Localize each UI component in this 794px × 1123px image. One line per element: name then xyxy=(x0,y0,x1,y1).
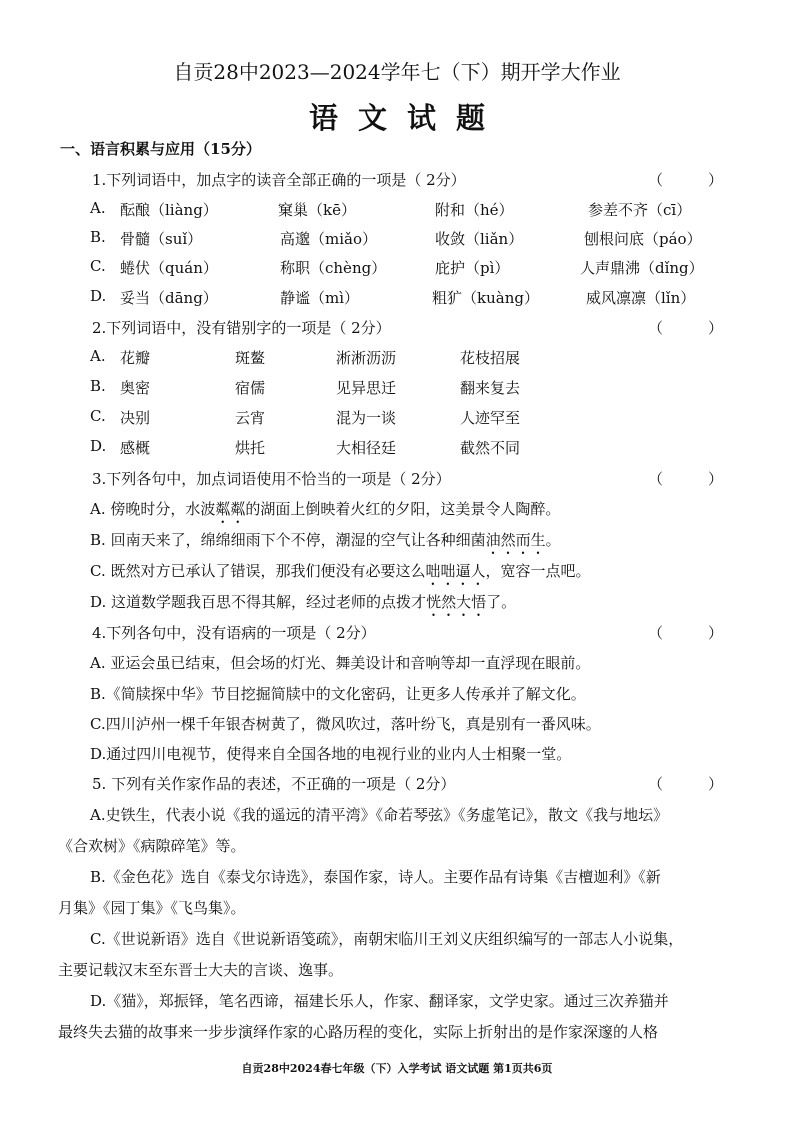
option-sentence xyxy=(90,529,561,558)
option-letter: C. xyxy=(90,407,106,425)
option-item: 骨髓（suǐ） xyxy=(120,230,203,248)
option-item: 奥密 xyxy=(120,379,151,397)
option-paragraph xyxy=(58,986,734,1048)
option-letter: D. xyxy=(90,437,107,455)
option-letter: C. xyxy=(90,562,106,580)
option-letter: D. xyxy=(90,287,107,305)
option-item: 人迹罕至 xyxy=(460,409,521,427)
option-item: 称职（chèng） xyxy=(280,259,387,277)
option-item: 云宵 xyxy=(235,409,266,427)
option-item: 收敛（liǎn） xyxy=(435,230,524,248)
option-item: 混为一谈 xyxy=(336,409,397,427)
answer-blank: （ ） xyxy=(648,775,724,793)
subject-title: 语文试题 xyxy=(308,101,505,135)
option-item: 妥当（dāng） xyxy=(120,289,218,307)
option-item: 感概 xyxy=(120,439,151,457)
question-stem: 4.下列各句中，没有语病的一项是（ 2分） xyxy=(92,624,376,642)
option-letter: C. xyxy=(90,257,106,275)
option-letter: A. xyxy=(90,347,106,365)
option-item: 庇护（pì） xyxy=(435,259,510,277)
option-item: 窠巢（kē） xyxy=(278,201,356,219)
paragraph-line: 主要记载汉末至东晋士大夫的言谈、逸事。 xyxy=(58,961,344,979)
option-paragraph xyxy=(58,862,734,924)
option-item: 静谧（mì） xyxy=(280,289,360,307)
option-item: 参差不齐（cī） xyxy=(588,201,692,219)
option-item: 翻来复去 xyxy=(460,379,521,397)
sentence-text: 的湖面上倒映着火红的夕阳，这美景令人陶醉。 xyxy=(245,500,561,518)
paragraph-line: C.《世说新语》选自《世说新语笺疏》，南朝宋临川王刘义庆组织编写的一部志人小说集， xyxy=(90,930,684,948)
dotted-word: 咄咄逼人 xyxy=(425,562,486,580)
option-item: 斑鳌 xyxy=(235,349,266,367)
option-item: 截然不同 xyxy=(460,439,521,457)
answer-blank: （ ） xyxy=(648,470,724,488)
paragraph-line: B.《金色花》选自《泰戈尔诗选》，泰国作家，诗人。主要作品有诗集《吉檀迦利》《新 xyxy=(90,868,661,886)
option-letter: B. xyxy=(90,228,106,246)
option-item: 粗犷（kuàng） xyxy=(432,289,539,307)
option-letter: A. xyxy=(90,500,106,518)
sentence-text: 既然对方已承认了错误，那我们便没有必要这么 xyxy=(110,562,426,580)
option-sentence: C.四川泸州一棵千年银杏树黄了，微风吹过，落叶纷飞，真是别有一番风味。 xyxy=(90,715,601,733)
paragraph-line: D.《猫》，郑振铎，笔名西谛，福建长乐人，作家、翻译家，文学史家。通过三次养猫并 xyxy=(90,992,669,1010)
option-paragraph xyxy=(58,800,734,862)
sentence-text: ，宽容一点吧。 xyxy=(485,562,591,580)
answer-blank: （ ） xyxy=(648,171,724,189)
sentence-text: 这道数学题我百思不得其解，经过老师的点拨才 xyxy=(111,593,427,611)
option-sentence xyxy=(90,591,516,620)
option-item: 酝酿（liàng） xyxy=(120,201,218,219)
sentence-text: 。 xyxy=(545,531,561,549)
sentence-text: 傍晚时分，水波 xyxy=(110,500,216,518)
question-stem: 5. 下列有关作家作品的表述，不正确的一项是（ 2分） xyxy=(92,775,456,793)
option-item: 附和（hé） xyxy=(435,201,514,219)
option-sentence xyxy=(90,560,591,589)
option-item: 人声鼎沸（dǐng） xyxy=(580,259,704,277)
option-paragraph xyxy=(58,924,734,986)
option-letter: B. xyxy=(90,377,106,395)
option-item: 烘托 xyxy=(235,439,266,457)
option-item: 决别 xyxy=(120,409,151,427)
paragraph-line: 《合欢树》《病隙碎笔》等。 xyxy=(58,837,246,855)
option-sentence: A. 亚运会虽已结束，但会场的灯光、舞美设计和音响等却一直浮现在眼前。 xyxy=(90,654,591,672)
page-footer: 自贡28中2024春七年级（下）入学考试 语文试题 第1页共6页 xyxy=(241,1062,553,1075)
option-item: 刨根问底（páo） xyxy=(584,230,702,248)
option-letter: A. xyxy=(90,199,106,217)
option-sentence: B.《简牍探中华》节目挖掘简牍中的文化密码，让更多人传承并了解文化。 xyxy=(90,685,586,703)
question-stem: 1.下列词语中，加点字的读音全部正确的一项是（ 2分） xyxy=(92,171,466,189)
option-item: 蜷伏（quán） xyxy=(120,259,218,277)
option-item: 见异思迁 xyxy=(336,379,397,397)
dotted-word: 恍然大悟 xyxy=(426,593,487,611)
option-letter: B. xyxy=(90,531,106,549)
exam-title: 自贡28中2023—2024学年七（下）期开学大作业 xyxy=(173,60,621,84)
option-item: 威风凛凛（lǐn） xyxy=(586,289,696,307)
dotted-word: 油然而生 xyxy=(485,531,546,549)
option-sentence xyxy=(90,498,560,527)
option-item: 淅淅沥沥 xyxy=(336,349,397,367)
option-item: 花枝招展 xyxy=(460,349,521,367)
paragraph-line: 月集》《园丁集》《飞鸟集》。 xyxy=(58,899,246,917)
dotted-word: 粼粼 xyxy=(215,500,246,518)
option-sentence: D.通过四川电视节，使得来自全国各地的电视行业的业内人士相聚一堂。 xyxy=(90,745,572,763)
option-item: 大相径廷 xyxy=(336,439,397,457)
option-item: 高邈（miǎo） xyxy=(280,230,377,248)
question-stem: 2.下列词语中，没有错别字的一项是（ 2分） xyxy=(92,319,391,337)
question-stem: 3.下列各句中，加点词语使用不恰当的一项是（ 2分） xyxy=(92,470,451,488)
paragraph-line: A.史铁生，代表小说《我的遥远的清平湾》《命若琴弦》《务虚笔记》，散文《我与地坛》 xyxy=(90,806,669,824)
option-item: 宿儒 xyxy=(235,379,266,397)
answer-blank: （ ） xyxy=(648,624,724,642)
paragraph-line: 最终失去猫的故事来一步步演绎作家的心路历程的变化，实际上折射出的是作家深邃的人格 xyxy=(58,1023,659,1041)
sentence-text: 回南天来了，绵绵细雨下个不停，潮湿的空气让各种细菌 xyxy=(110,531,486,549)
option-item: 花瓣 xyxy=(120,349,151,367)
section-heading: 一、语言积累与应用（15分） xyxy=(60,140,261,158)
sentence-text: 了。 xyxy=(486,593,517,611)
option-letter: D. xyxy=(90,593,107,611)
answer-blank: （ ） xyxy=(648,319,724,337)
